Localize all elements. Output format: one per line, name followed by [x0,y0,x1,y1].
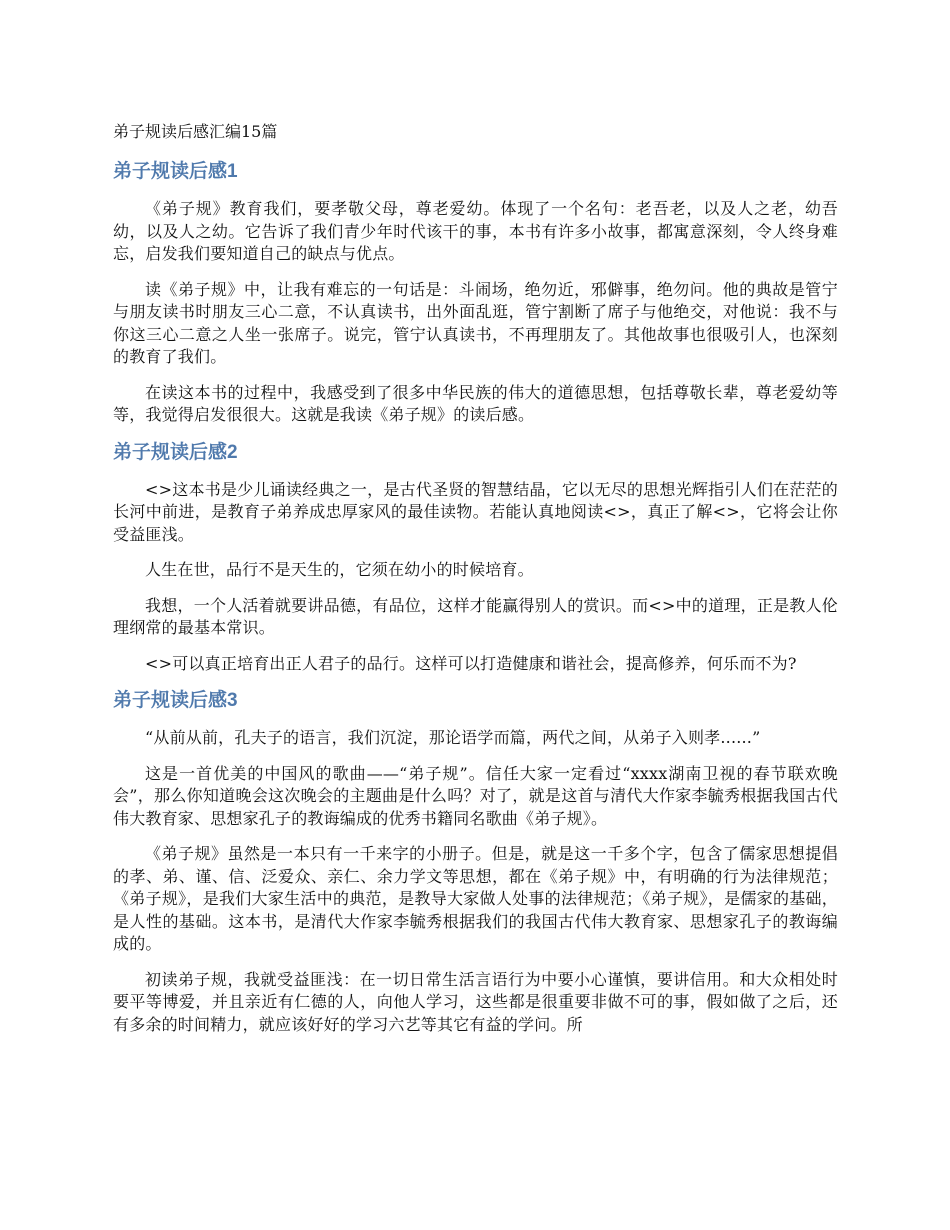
paragraph: “从前从前，孔夫子的语言，我们沉淀，那论语学而篇，两代之间，从弟子入则孝......” [145,728,761,747]
document-title: 弟子规读后感汇编15篇 [113,122,278,141]
section-3 [113,689,838,1036]
section-heading: 弟子规读后感1 [113,161,238,182]
paragraph: <>这本书是少儿诵读经典之一，是古代圣贤的智慧结晶，它以无尽的思想光辉指引人们在茫茫的长河中前进，是教育子弟养成忠厚家风的最佳读物。若能认真地阅读<>，真正了解<>，它将会让你受益匪浅。 [113,479,838,544]
paragraph: 人生在世，品行不是天生的，它须在幼小的时候培育。 [145,560,534,579]
paragraph: 在读这本书的过程中，我感受到了很多中华民族的伟大的道德思想，包括尊敬长辈，尊老爱幼等等，我觉得启发很很大。这就是我读《弟子规》的读后感。 [113,382,838,424]
paragraph: 《弟子规》教育我们，要孝敬父母，尊老爱幼。体现了一个名句：老吾老，以及人之老，幼吾幼，以及人之幼。它告诉了我们青少年时代该干的事，本书有许多小故事，都寓意深刻，令人终身难忘，启发我们要知道自己的缺点与优点。 [113,199,838,263]
section-1 [113,160,838,427]
paragraph: 我想，一个人活着就要讲品德，有品位，这样才能赢得别人的赏识。而<>中的道理，正是教人伦理纲常的最基本常识。 [113,595,838,637]
paragraph: 《弟子规》虽然是一本只有一千来字的小册子。但是，就是这一千多个字，包含了儒家思想提倡的孝、弟、谨、信、泛爱众、亲仁、余力学文等思想，都在《弟子规》中，有明确的行为法律规范；《弟子规》，是我们大家生活中的典范，是教导大家做人处事的法律规范；《弟子规》，是儒家的基础，是人性的基础。这本书，是清代大作家李毓秀根据我们的我国古代伟大教育家、思想家孔子的教诲编成的。 [113,844,838,953]
section-2 [113,441,838,676]
section-heading: 弟子规读后感3 [113,690,238,711]
paragraph: 初读弟子规，我就受益匪浅：在一切日常生活言语行为中要小心谨慎，要讲信用。和大众相处时要平等博爱，并且亲近有仁德的人，向他人学习，这些都是很重要非做不可的事，假如做了之后，还有多余的时间精力，就应该好好的学习六艺等其它有益的学问。所 [113,969,838,1034]
paragraph: 读《弟子规》中，让我有难忘的一句话是：斗闹场，绝勿近，邪僻事，绝勿问。他的典故是管宁与朋友读书时朋友三心二意，不认真读书，出外面乱逛，管宁割断了席子与他绝交，对他说：我不与你这三心二意之人坐一张席子。说完，管宁认真读书，不再理朋友了。其他故事也很吸引人，也深刻的教育了我们。 [113,279,838,366]
document-page [113,122,838,1050]
paragraph: <>可以真正培育出正人君子的品行。这样可以打造健康和谐社会，提高修养，何乐而不为? [145,653,797,673]
paragraph: 这是一首优美的中国风的歌曲——“弟子规”。信任大家一定看过“xxxx湖南卫视的春节联欢晚会”，那么你知道晚会这次晚会的主题曲是什么吗？对了，就是这首与清代大作家李毓秀根据我国古代伟大教育家、思想家孔子的教诲编成的优秀书籍同名歌曲《弟子规》。 [113,763,838,828]
section-heading: 弟子规读后感2 [113,441,238,463]
